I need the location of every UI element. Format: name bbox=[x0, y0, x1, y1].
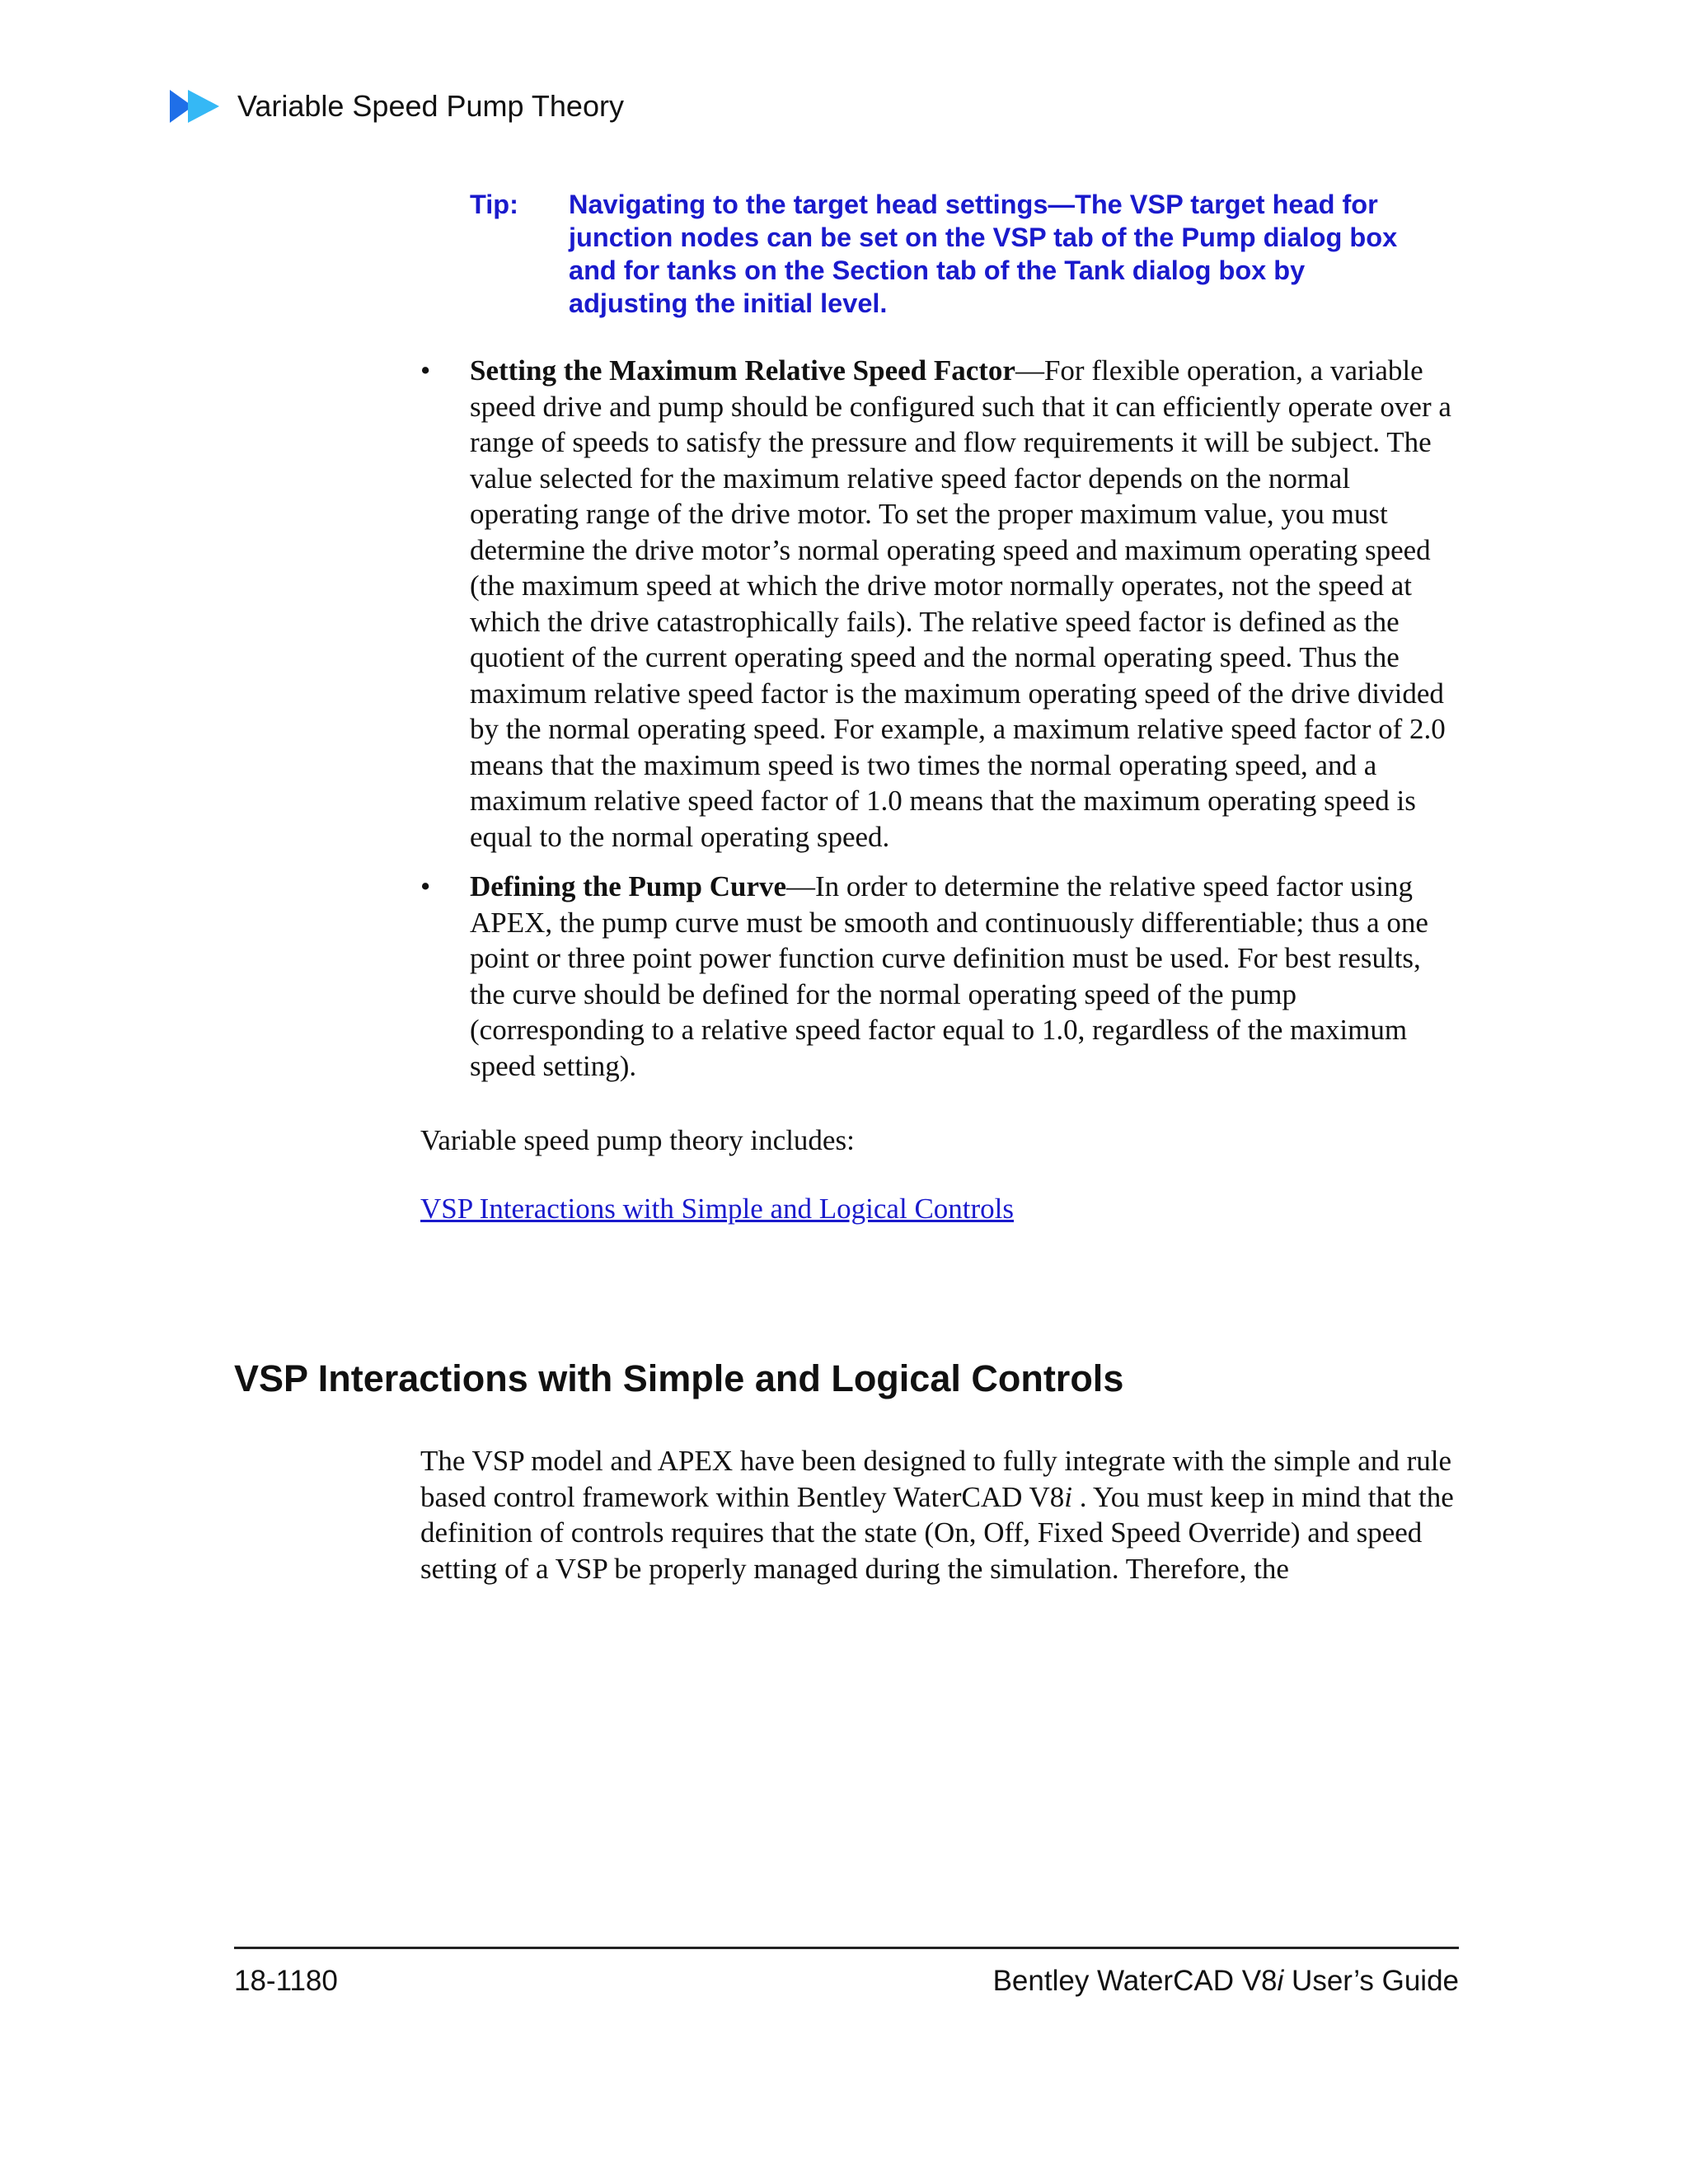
bullet-body bbox=[470, 353, 1463, 855]
guide-title-text-end: User’s Guide bbox=[1283, 1965, 1459, 1997]
guide-title-text: Bentley WaterCAD V8 bbox=[992, 1965, 1278, 1997]
bullet-title: Defining the Pump Curve bbox=[470, 870, 787, 902]
bullet-title: Setting the Maximum Relative Speed Factor bbox=[470, 354, 1015, 387]
vsp-interactions-link[interactable]: VSP Interactions with Simple and Logical Controls bbox=[420, 1193, 1015, 1225]
bullet-text: —For flexible operation, a variable speed drive and pump should be configured such that it can efficiently operate over a range of speeds to satisfy the pressure and flow requirements it will be subject. The value selected for the maximum relative speed factor depends on the normal operating range of the drive motor. To set the proper maximum value, you must determine the drive motor’s normal operating speed and maximum operating speed (the maximum speed at which the drive motor normally operates, not the speed at which the drive catastrophically fails). The relative speed factor is defined as the quotient of the current operating speed and the normal operating speed. Thus the maximum relative speed factor is the maximum operating speed of the drive divided by the normal operating speed. For example, a maximum relative speed factor of 2.0 means that the maximum speed is two times the normal operating speed, and a maximum relative speed factor of 1.0 means that the maximum operating speed is equal to the normal operating speed. bbox=[470, 354, 1451, 853]
guide-title bbox=[993, 1965, 1459, 1998]
bullet-mark: • bbox=[420, 870, 431, 902]
section-body bbox=[420, 1443, 1463, 1586]
tip-text: Navigating to the target head settings—The VSP target head for junction nodes can be set on the VSP tab of the Pump dialog box and for tanks on the Section tab of the Tank dialog box by adjusting the initial level. bbox=[569, 190, 1398, 318]
guide-title-italic: i bbox=[1277, 1965, 1284, 1997]
bullet-item bbox=[420, 353, 1463, 855]
bullet-mark: • bbox=[420, 354, 431, 387]
section-heading: VSP Interactions with Simple and Logical Controls bbox=[234, 1357, 1124, 1399]
section-body-italic: i bbox=[1064, 1480, 1072, 1513]
footer-divider bbox=[234, 1947, 1459, 1949]
running-header bbox=[170, 86, 624, 127]
bullet-item bbox=[420, 869, 1463, 1084]
section-body-text: The VSP model and APEX have been designed to fully integrate with the simple and rule based control framework within Bentley WaterCAD V8 bbox=[420, 1445, 1451, 1513]
tip-box bbox=[470, 188, 1426, 320]
includes-text: Variable speed pump theory includes: bbox=[420, 1124, 855, 1156]
tip-label: Tip: bbox=[470, 190, 518, 219]
bullet-text: —In order to determine the relative speed factor using APEX, the pump curve must be smooth and continuously differentiable; thus a one point or three point power function curve definition must be used. For best results, the curve should be defined for the normal operating speed of the pump (corresponding to a relative speed factor equal to 1.0, regardless of the maximum speed setting). bbox=[470, 870, 1428, 1082]
page-number: 18-1180 bbox=[234, 1965, 338, 1997]
section-body-text-continued: . You must keep in mind that the definition of controls requires that the state (On, Off, Fixed Speed Override) and speed setting of a VSP be properly managed during the simulation. Therefore, the bbox=[420, 1480, 1454, 1585]
bullet-list bbox=[420, 353, 1463, 1098]
header-title: Variable Speed Pump Theory bbox=[237, 89, 624, 123]
bullet-body bbox=[470, 869, 1463, 1084]
double-arrow-icon bbox=[170, 88, 219, 124]
